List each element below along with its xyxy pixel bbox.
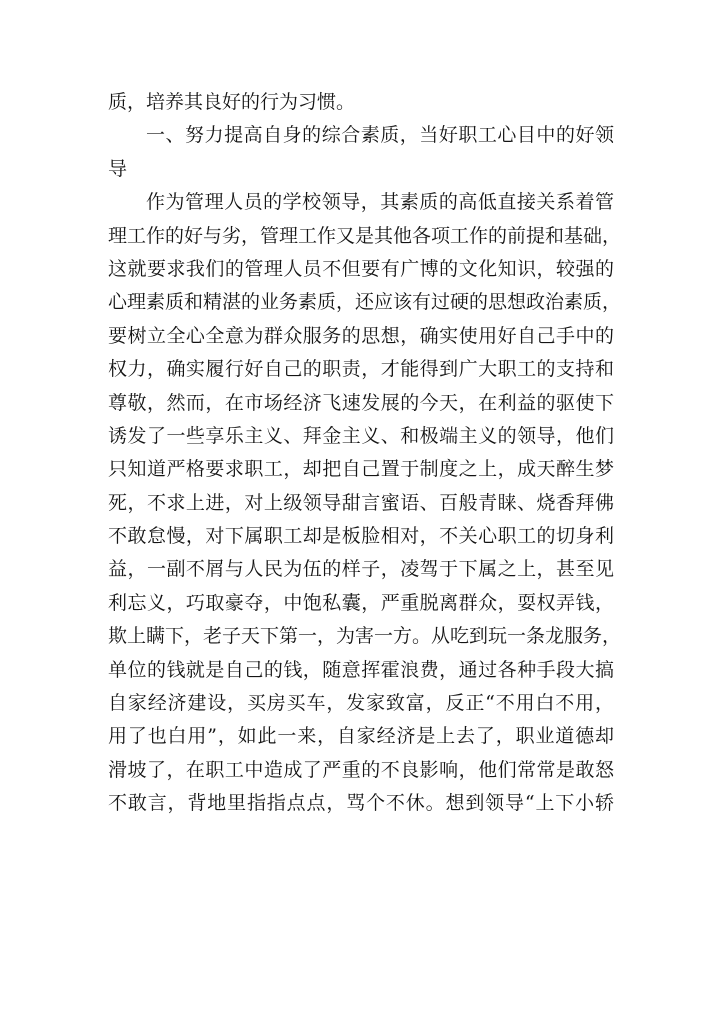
heading-line: 导 (108, 157, 128, 180)
text-line: 这就要求我们的管理人员不但要有广博的文化知识，较强的 (108, 257, 614, 280)
text-line: 要树立全心全意为群众服务的思想，确实使用好自己手中的 (108, 324, 614, 347)
text-line: 用了也白用”，如此一来，自家经济是上去了，职业道德却 (108, 725, 614, 748)
text-line: 心理素质和精湛的业务素质，还应该有过硬的思想政治素质， (108, 291, 622, 314)
text-line: 诱发了一些享乐主义、拜金主义、和极端主义的领导，他们 (108, 424, 614, 447)
text-line: 权力，确实履行好自己的职责，才能得到广大职工的支持和 (108, 358, 614, 381)
text-line: 自家经济建设，买房买车，发家致富，反正“不用白不用， (108, 692, 614, 715)
section-heading (108, 119, 614, 186)
text-line: 质，培养其良好的行为习惯。 (108, 91, 356, 113)
text-line: 滑坡了，在职工中造成了严重的不良影响，他们常常是敢怒 (108, 758, 614, 781)
text-line: 死，不求上进，对上级领导甜言蜜语、百般青睐、烧香拜佛 (108, 491, 614, 514)
text-line: 理工作的好与劣，管理工作又是其他各项工作的前提和基础， (108, 224, 622, 247)
body-paragraph (108, 186, 622, 820)
document-text (108, 86, 622, 821)
text-line: 益，一副不屑与人民为伍的样子，凌驾于下属之上，甚至见 (108, 558, 614, 581)
text-line: 只知道严格要求职工，却把自己置于制度之上，成天醉生梦 (108, 458, 614, 481)
text-line: 作为管理人员的学校领导，其素质的高低直接关系着管 (146, 191, 614, 214)
continuation-paragraph (108, 86, 614, 119)
text-line: 利忘义，巧取豪夺，中饱私囊，严重脱离群众，耍权弄钱， (108, 591, 614, 614)
text-line: 单位的钱就是自己的钱，随意挥霍浪费，通过各种手段大搞 (108, 658, 614, 681)
text-line: 不敢怠慢，对下属职工却是板脸相对，不关心职工的切身利 (108, 525, 614, 548)
text-line: 不敢言，背地里指指点点，骂个不休。想到领导“上下小轿 (108, 792, 614, 815)
text-line: 欺上瞒下，老子天下第一，为害一方。从吃到玩一条龙服务， (108, 625, 622, 648)
text-line: 尊敬，然而，在市场经济飞速发展的今天，在利益的驱使下 (108, 391, 614, 414)
heading-line: 一、努力提高自身的综合素质，当好职工心目中的好领 (146, 124, 614, 147)
